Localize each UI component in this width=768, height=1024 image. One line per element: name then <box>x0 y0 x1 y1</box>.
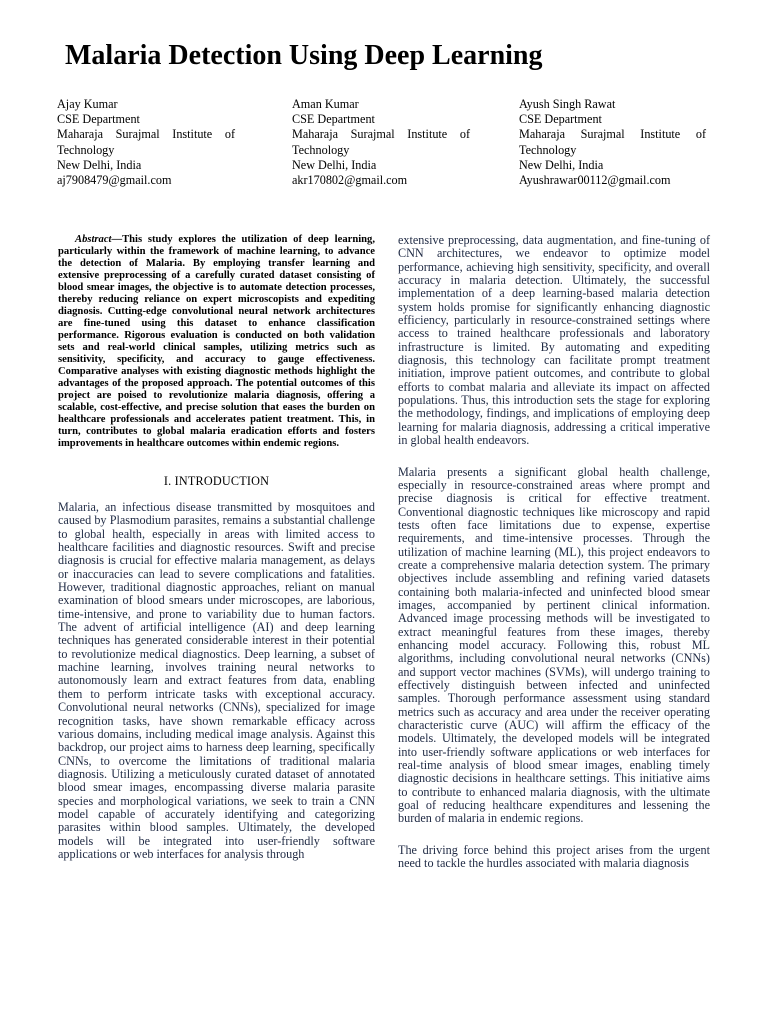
author-location: New Delhi, India <box>57 157 142 172</box>
author-location: New Delhi, India <box>292 157 377 172</box>
abstract-body: —This study explores the utilization of deep learning, particularly within the framework of machine learning, to advance the detection of Malaria. By employing transfer learning and extensive preprocessing of a carefully curated dataset consisting of blood smear images, the objective is to automate detection processes, thereby reducing reliance on expert microscopists and expediting diagnosis. Cutting-edge convolutional neural network architectures are fine-tuned using this dataset to enhance classification performance. Rigorous evaluation is conducted on both validation sets and real-world clinical samples, utilizing metrics such as sensitivity, specificity, and accuracy to gauge effectiveness. Comparative analyses with existing diagnostic methods highlight the advantages of the proposed approach. The potential outcomes of this project are poised to revolutionize malaria diagnosis, offering a scalable, cost-effective, and precise solution that eases the burden on healthcare professionals and accelerates patient treatment. This, in turn, contributes to global malaria eradication efforts and fosters improvements in healthcare outcomes within endemic regions. <box>58 234 375 449</box>
author-block-1 <box>57 97 235 188</box>
author-department: CSE Department <box>519 112 602 127</box>
abstract-label: Abstract <box>75 234 112 245</box>
body-paragraph: Malaria presents a significant global health challenge, especially in resource-constrained areas where prompt and precise diagnosis is critical for effective treatment. Conventional diagnostic techniques like microscopy and rapid tests often face limitations due to expense, expertise requirements, and time-intensive processes. Through the utilization of machine learning (ML), this project endeavors to create a comprehensive malaria detection system. The primary objectives include assembling and refining varied datasets containing both malaria-infected and uninfected blood smear images, accompanied by pertinent clinical information. Advanced image processing methods will be investigated to extract meaningful features from these images, thereby enhancing model accuracy. Following this, robust ML algorithms, including convolutional neural networks (CNNs) and support vector machines (SVMs), will undergo training to effectively distinguish between infected and uninfected samples. Thorough performance assessment using standard metrics such as accuracy and area under the receiver operating characteristic curve (AUC) will affirm the efficacy of the models. Ultimately, the developed models will be integrated into user-friendly software applications or web interfaces for real-time analysis of blood smear images, enabling timely diagnostic decisions in healthcare settings. This initiative aims to contribute to enhanced malaria diagnosis, with the ultimate goal of reducing healthcare expenditures and lessening the burden of malaria in endemic regions. <box>398 464 710 826</box>
body-paragraph: The driving force behind this project arises from the urgent need to tackle the hurdles associated with malaria diagnosis <box>398 842 710 871</box>
author-email: aj7908479@gmail.com <box>57 173 172 188</box>
author-block-2 <box>292 97 470 188</box>
paper-title: Malaria Detection Using Deep Learning <box>65 40 543 71</box>
left-column <box>58 234 375 861</box>
author-department: CSE Department <box>292 112 375 127</box>
author-department: CSE Department <box>57 112 140 127</box>
intro-paragraph: Malaria, an infectious disease transmitted by mosquitoes and caused by Plasmodium parasites, remains a substantial challenge to global health, especially in areas with limited access to healthcare facilities and diagnostic resources. Swift and precise diagnosis is crucial for effective malaria management, as delays or inaccuracies can lead to severe complications and fatalities. However, traditional diagnostic approaches, reliant on manual examination of blood smears under microscopes, are laborious, time-intensive, and prone to variability due to human factors. The advent of artificial intelligence (AI) and deep learning techniques has generated considerable interest in their potential to revolutionize medical diagnostics. Deep learning, a subset of machine learning, involves training neural networks to autonomously learn and extract features from data, enabling them to perform intricate tasks with exceptional accuracy. Convolutional neural networks (CNNs), specialized for image recognition tasks, have shown remarkable efficacy across various domains, including medical image analysis. Against this backdrop, our project aims to harness deep learning, specifically CNNs, to overcome the limitations of traditional malaria diagnosis. Utilizing a meticulously curated dataset of annotated blood smear images, encompassing diverse malaria parasite species and morphological variations, we seek to train a CNN model capable of accurately identifying and categorizing parasites within blood samples. Ultimately, the developed models will be integrated into user-friendly software applications or web interfaces for analysis through <box>58 500 375 861</box>
right-column <box>398 234 710 870</box>
section-heading-introduction: I. INTRODUCTION <box>163 474 270 488</box>
abstract <box>58 234 375 450</box>
author-institute: Maharaja Surajmal Institute of Technology <box>57 127 235 157</box>
author-name: Ayush Singh Rawat <box>519 97 616 111</box>
author-email: akr170802@gmail.com <box>292 173 408 188</box>
body-paragraph: extensive preprocessing, data augmentation, and fine-tuning of CNN architectures, we endeavor to optimize model performance, achieving high sensitivity, specificity, and overall accuracy in malaria detection. Ultimately, the successful implementation of a deep learning-based malaria detection system holds promise for significantly enhancing diagnostic efficiency, particularly in resource-constrained settings where access to trained healthcare professionals and laboratory infrastructure is limited. By automating and expediting diagnosis, this technology can facilitate prompt treatment initiation, improve patient outcomes, and contribute to global efforts to combat malaria and alleviate its impact on affected populations. Thus, this introduction sets the stage for exploring the methodology, findings, and implications of employing deep learning for malaria diagnosis, addressing a critical imperative in global health endeavors. <box>398 233 710 448</box>
author-name: Aman Kumar <box>292 97 359 111</box>
author-email: Ayushrawar00112@gmail.com <box>519 173 671 188</box>
author-location: New Delhi, India <box>519 157 604 172</box>
author-block-3 <box>519 97 706 188</box>
author-institute: Maharaja Surajmal Institute of Technology <box>519 127 706 157</box>
author-name: Ajay Kumar <box>57 97 118 111</box>
author-institute: Maharaja Surajmal Institute of Technology <box>292 127 470 157</box>
